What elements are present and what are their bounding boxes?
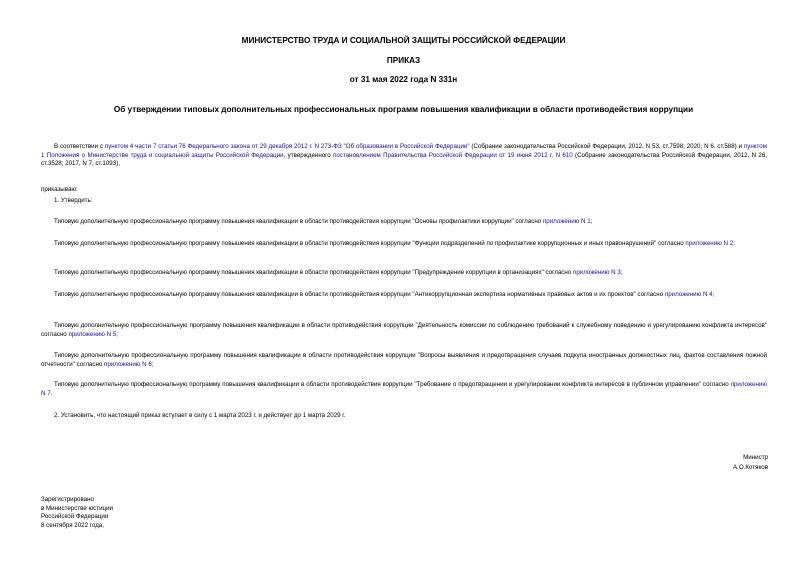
appendix-5-link[interactable]: приложению N 5 [68, 330, 117, 338]
order-word: приказываю: [41, 186, 78, 193]
program-text: Типовую дополнительную профессиональную программу повышения квалификации в области противодействия коррупции "Деятельность комиссии по соблюдению требований к служебному поведению и урегулированию конфликта интересов" согласно [41, 322, 767, 338]
appendix-6-link[interactable]: приложению N 6 [104, 360, 152, 368]
program-paragraph-5 [41, 322, 767, 339]
doc-type-heading: ПРИКАЗ [386, 56, 421, 65]
program-end: ; [116, 330, 118, 338]
appendix-7-link[interactable]: приложению N 7 [41, 381, 767, 397]
preamble-text: (Собрание законодательства Российской Федерации, 2012, N 53, ст.7598; 2020, N 6, ст.588) и [469, 143, 744, 150]
registration-line: 8 сентября 2022 года, [41, 521, 104, 529]
program-paragraph-6 [41, 352, 767, 369]
ministry-heading: МИНИСТЕРСТВО ТРУДА И СОЦИАЛЬНОЙ ЗАЩИТЫ РОССИЙСКОЙ ФЕДЕРАЦИИ [241, 36, 566, 45]
program-end: ; [620, 269, 623, 276]
appendix-3-link[interactable]: приложению N 3 [572, 269, 621, 276]
program-text: Типовую дополнительную профессиональную программу повышения квалификации в области противодействия коррупции "Вопросы выявления и предотвращения случаев подкупа иностранных должностных лиц, фактов составления ложной отчетности" согласно [41, 352, 767, 368]
preamble-text: (Собрание законодательства Российской Федерации, 2012, N 26, ст.3528; 2017, N 7, ст.1093), [41, 151, 768, 167]
government-decree-610-link[interactable]: постановлением Правительства Российской Федерации от 19 июня 2012 г. N 610 [333, 151, 573, 159]
program-end: ; [590, 218, 593, 225]
program-end: ; [712, 291, 715, 298]
program-end: ; [733, 240, 735, 247]
date-number-heading: от 31 мая 2022 года N 331н [349, 75, 458, 84]
program-paragraph-1 [41, 218, 767, 227]
program-text: Типовую дополнительную профессиональную программу повышения квалификации в области противодействия коррупции "Основы профилактики коррупции" согласно [54, 218, 543, 225]
program-end: ; [151, 360, 154, 368]
registration-block [41, 496, 113, 530]
preamble-paragraph [41, 143, 767, 169]
registration-line: Российской Федерации [41, 513, 109, 520]
program-paragraph-4 [41, 291, 767, 300]
program-text: Типовую дополнительную профессиональную программу повышения квалификации в области противодействия коррупции "Антикоррупционная экспертиза нормативных правовых актов и их проектов" согласно [54, 291, 665, 298]
signature-position: Министр [743, 454, 768, 461]
program-paragraph-3 [41, 269, 767, 278]
registration-line: в Министерстве юстиции [41, 504, 114, 512]
program-text: Типовую дополнительную профессиональную программу повышения квалификации в области противодействия коррупции "Функции подразделений по профилактике коррупционных и иных правонарушений" согласно [54, 240, 686, 247]
program-text: Типовую дополнительную профессиональную программу повышения квалификации в области противодействия коррупции "Требование о предотвращении и урегулировании конфликта интересов в публичном управлении" согласно [54, 381, 731, 388]
item-1-approve: 1. Утвердить: [54, 197, 93, 204]
preamble-text: В соответствии с [54, 143, 105, 150]
program-text: Типовую дополнительную профессиональную программу повышения квалификации в области противодействия коррупции "Предупреждение коррупции в организациях" согласно [54, 269, 573, 276]
item-2-effective-date: 2. Установить, что настоящий приказ вступает в силу с 1 марта 2023 г. и действует до 1 марта 2029 г. [54, 412, 346, 419]
signature-name: А.О.Котяков [733, 464, 768, 471]
registration-line: Зарегистрировано [41, 496, 94, 503]
appendix-2-link[interactable]: приложению N 2 [685, 240, 734, 247]
appendix-4-link[interactable]: приложению N 4 [664, 291, 713, 298]
preamble-text: , утвержденного [283, 151, 334, 159]
document-title: Об утверждении типовых дополнительных профессиональных программ повышения квалификации в области противодействия коррупции [113, 105, 694, 114]
program-paragraph-7 [41, 381, 767, 398]
program-paragraph-2 [41, 240, 767, 249]
ministry-regulation-link[interactable]: пунктом 1 Положения о Министерстве труда и социальной защиты Российской Федерации [41, 143, 767, 159]
law-273-link[interactable]: пунктом 4 части 7 статьи 76 Федерального закона от 29 декабря 2012 г. N 273-ФЗ "Об образовании в Российской Федерации" [104, 143, 470, 150]
appendix-1-link[interactable]: приложению N 1 [542, 218, 591, 225]
program-end: . [50, 389, 53, 397]
